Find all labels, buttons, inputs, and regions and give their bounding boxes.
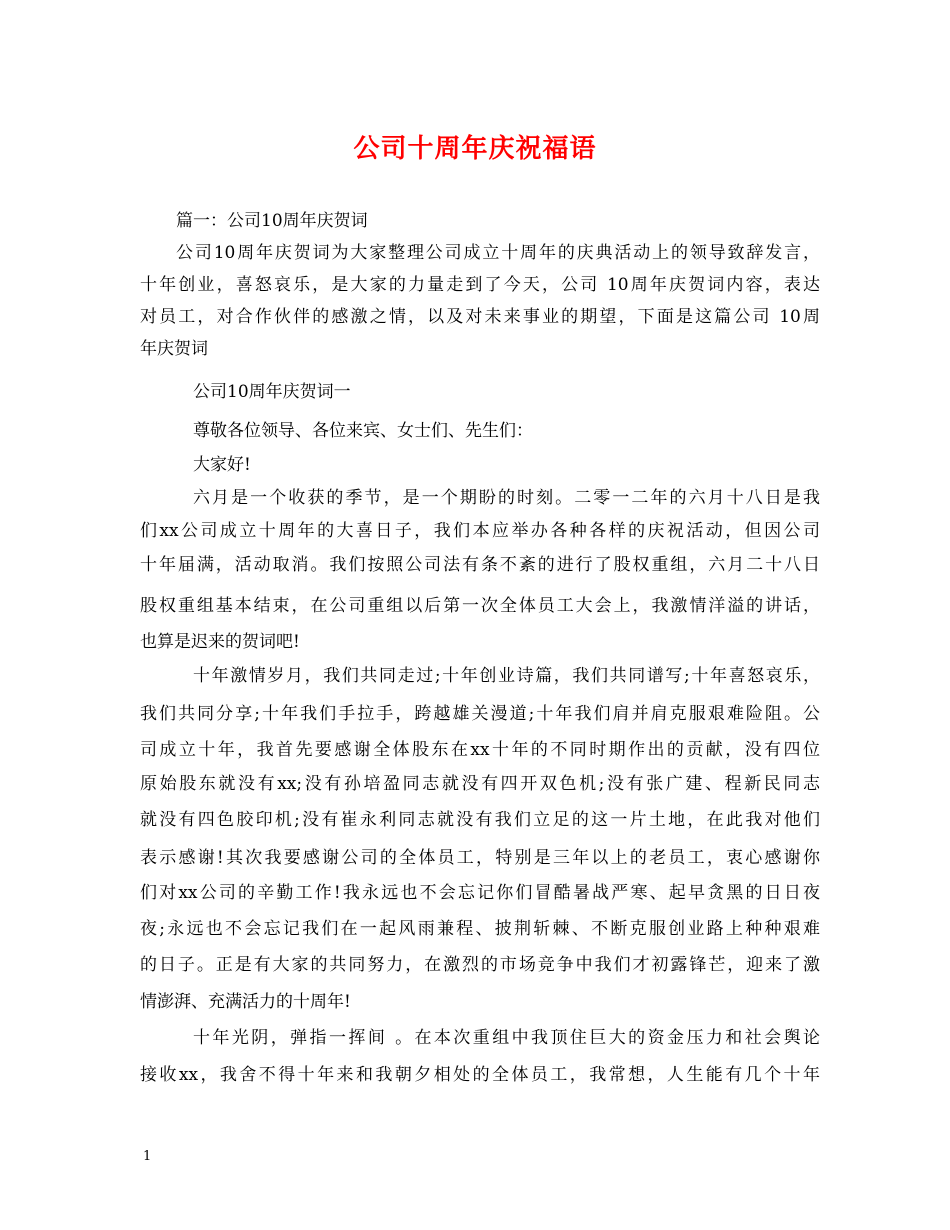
paragraph-line: 原始股东就没有xx;没有孙培盈同志就没有四开双色机;没有张广建、程新民同志: [140, 774, 820, 794]
paragraph-line: 十年创业，喜怒哀乐，是大家的力量走到了今天，公司 10周年庆贺词内容，表达: [140, 275, 820, 295]
paragraph-line: 司成立十年，我首先要感谢全体股东在xx十年的不同时期作出的贡献，没有四位: [140, 740, 820, 760]
paragraph-line: 十年届满，活动取消。我们按照公司法有条不紊的进行了股权重组，六月二十八日: [140, 555, 820, 575]
paragraph-line: 股权重组基本结束，在公司重组以后第一次全体员工大会上，我激情洋溢的讲话，: [140, 596, 820, 616]
paragraph-line: 就没有四色胶印机;没有崔永利同志就没有我们立足的这一片土地，在此我对他们: [140, 810, 820, 830]
paragraph-line: 也算是迟来的贺词吧!: [140, 632, 300, 652]
paragraph-line: 表示感谢!其次我要感谢公司的全体员工，特别是三年以上的老员工，衷心感谢你: [140, 848, 820, 868]
paragraph-line: 的日子。正是有大家的共同努力，在激烈的市场竞争中我们才初露锋芒，迎来了激: [140, 955, 820, 975]
page-title: 公司十周年庆祝福语: [353, 134, 597, 164]
paragraph-line: 对员工，对合作伙伴的感激之情，以及对未来事业的期望，下面是这篇公司 10周: [140, 307, 820, 327]
paragraph-line: 接收xx，我舍不得十年来和我朝夕相处的全体员工，我常想，人生能有几个十年: [140, 1065, 820, 1085]
paragraph-line: 六月是一个收获的季节，是一个期盼的时刻。二零一二年的六月十八日是我: [193, 488, 820, 508]
section-heading: 篇一：公司10周年庆贺词: [176, 211, 368, 231]
salutation: 尊敬各位领导、各位来宾、女士们、先生们：: [193, 421, 533, 441]
paragraph-line: 十年激情岁月，我们共同走过;十年创业诗篇，我们共同谱写;十年喜怒哀乐，: [193, 666, 820, 686]
sub-heading: 公司10周年庆贺词一: [193, 382, 351, 402]
paragraph-line: 们xx公司成立十周年的大喜日子，我们本应举办各种各样的庆祝活动，但因公司: [140, 521, 820, 541]
paragraph-line: 们对xx公司的辛勤工作!我永远也不会忘记你们冒酷暑战严寒、起早贪黑的日日夜: [140, 883, 820, 903]
paragraph-line: 十年光阴，弹指一挥间 。在本次重组中我顶住巨大的资金压力和社会舆论: [193, 1028, 820, 1048]
page-number: 1: [143, 1149, 152, 1164]
paragraph-line: 年庆贺词: [140, 339, 208, 359]
paragraph-line: 情澎湃、充满活力的十周年!: [140, 992, 351, 1012]
paragraph-line: 我们共同分享;十年我们手拉手，跨越雄关漫道;十年我们肩并肩克服艰难险阻。公: [140, 704, 820, 724]
paragraph-line: 公司10周年庆贺词为大家整理公司成立十周年的庆典活动上的领导致辞发言，: [176, 243, 820, 263]
paragraph-line: 夜;永远也不会忘记我们在一起风雨兼程、披荆斩棘、不断克服创业路上种种艰难: [140, 919, 820, 939]
greeting: 大家好!: [193, 455, 251, 475]
